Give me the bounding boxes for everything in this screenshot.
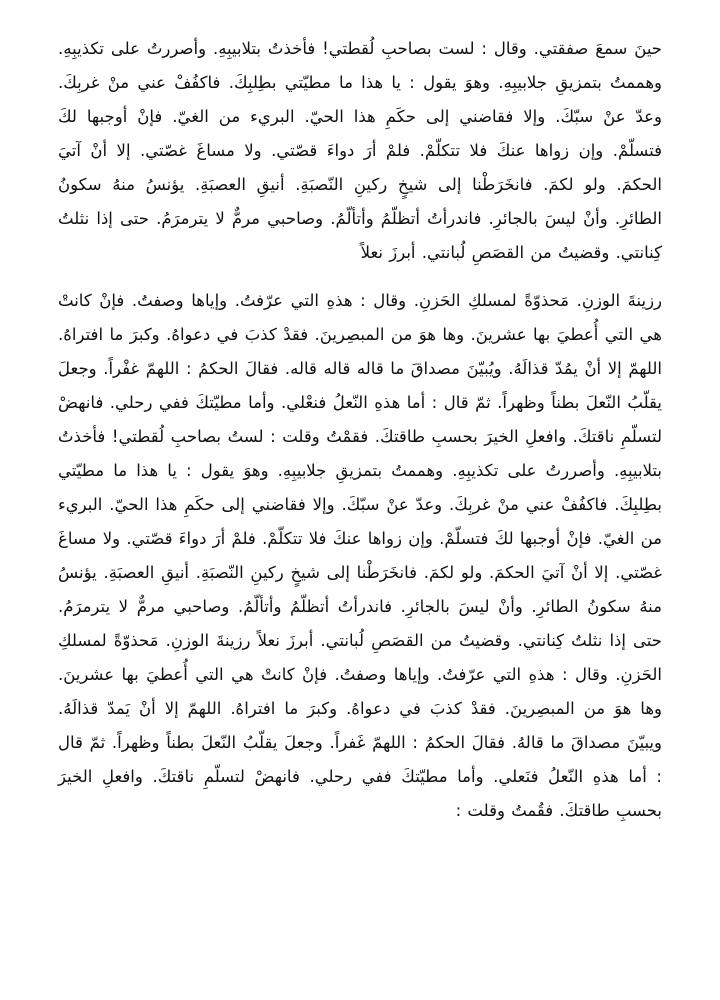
document-page xyxy=(58,32,662,1000)
paragraph-1: حينَ سمعَ صفقتي. وقال : لست بصاحبِ لُقطتي! فأخذتُ بتلابيبِهِ. وأصررتُ على تكذيبِهِ. وهممتُ بتمزيقِ جلابيبِهِ. وهوَ يقول : يا هذا ما مطيّتي بطِلبِكَ. فاكفُفْ عني منْ غربِكَ. وعدّ عنْ سبّكَ. وإلا فقاضني إلى حكَمِ هذا الحيّ. البريء من الغيّ. فإنْ أوجبها لكَ فتسلّمْ. وإن زواها عنكَ فلا تتكلّمْ. فلمْ أرَ دواءَ قصّتي. ولا مساغَ غصّتي. إلا أنْ آتيَ الحكمَ. ولو لكمَ. فانخَرَطْنا إلى شيخٍ ركينِ النّصبَةِ. أنيقِ العصبَةِ. يؤنسُ منهُ سكونُ الطائرِ. وأنْ ليسَ بالجائرِ. فاندرأتُ أتظلّمُ وأتألّمُ. وصاحبي مرمٌّ لا يترمرَمُ. حتى إذا نثلتُ كِنانتي. وقضيتُ من القصَصِ لُبانتي. أبرزَ نعلاً xyxy=(58,39,662,262)
paragraph-2: رزينةَ الوزنِ. مَحذوّةً لمسلكِ الحَزنِ. وقال : هذهِ التي عرّفتُ. وإياها وصفتُ. فإنْ كانتْ هي التي أُعطيَ بها عشرينَ. وها هوَ من المبصِرينَ. فقدْ كذبَ في دعواهُ. وكبرَ ما افتراهُ. اللهمّ إلا أنْ يمُدّ قذالَهُ. ويُبيّنَ مصداقَ ما قاله قاله قاله. فقالَ الحكمُ : اللهمّ غفْراً. وجعلَ يقلّبُ النّعلَ بطناً وظهراً. ثمّ قال : أما هذهِ النّعلُ فنعْلي. وأما مطيّتكَ ففي رحلي. فانهضْ لتسلّمِ ناقتكَ. وافعلِ الخيرَ بحسبِ طاقتكَ. فقمْتُ وقلت : لستُ بصاحبِ لُقطتي! فأخذتُ بتلابيبِهِ. وأصررتُ على تكذيبِهِ. وهممتُ بتمزيقِ جلابيبِهِ. وهوَ يقول : يا هذا ما مطيّتي بطِلبِكَ. فاكفُفْ عني منْ غربِكَ. وعدّ عنْ سبّكَ. وإلا فقاضني إلى حكَمِ هذا الحيّ. البريء من الغيّ. فإنْ أوجبها لكَ فتسلّمْ. وإن زواها عنكَ فلا تتكلّمْ. فلمْ أرَ دواءَ قصّتي. ولا مساغَ غصّتي. إلا أنْ آتيَ الحكمَ. ولو لكمَ. فانخَرَطْنا إلى شيخٍ ركينِ النّصبَةِ. أنيقِ العصبَةِ. يؤنسُ منهُ سكونُ الطائرِ. وأنْ ليسَ بالجائرِ. فاندرأتُ أتظلّمُ وأتألّمُ. وصاحبي مرمٌّ لا يترمرَمُ. حتى إذا نثلتُ كِنانتي. وقضيتُ من القصَصِ لُبانتي. أبرزَ نعلاً رزينةَ الوزنِ. مَحذوّةً لمسلكِ الحَزنِ. وقال : هذهِ التي عرّفتُ. وإياها وصفتُ. فإنْ كانتْ هي التي أُعطيَ بها عشرينَ. وها هوَ من المبصِرينَ. فقدْ كذبَ في دعواهُ. وكبرَ ما افتراهُ. اللهمّ إلا أنْ يَمدّ قذالَهُ. ويبيّنَ مصداقَ ما قالهُ. فقالَ الحكمُ : اللهمّ غَفراً. وجعلَ يقلّبُ النّعلَ بطناً وظهراً. ثمّ قال : أما هذهِ النّعلُ فنَعلي. وأما مطيّتكَ ففي رحلي. فانهضْ لتسلّمِ ناقتكَ. وافعلِ الخيرَ بحسبِ طاقتكَ. فقُمتُ وقلت : xyxy=(58,291,662,820)
